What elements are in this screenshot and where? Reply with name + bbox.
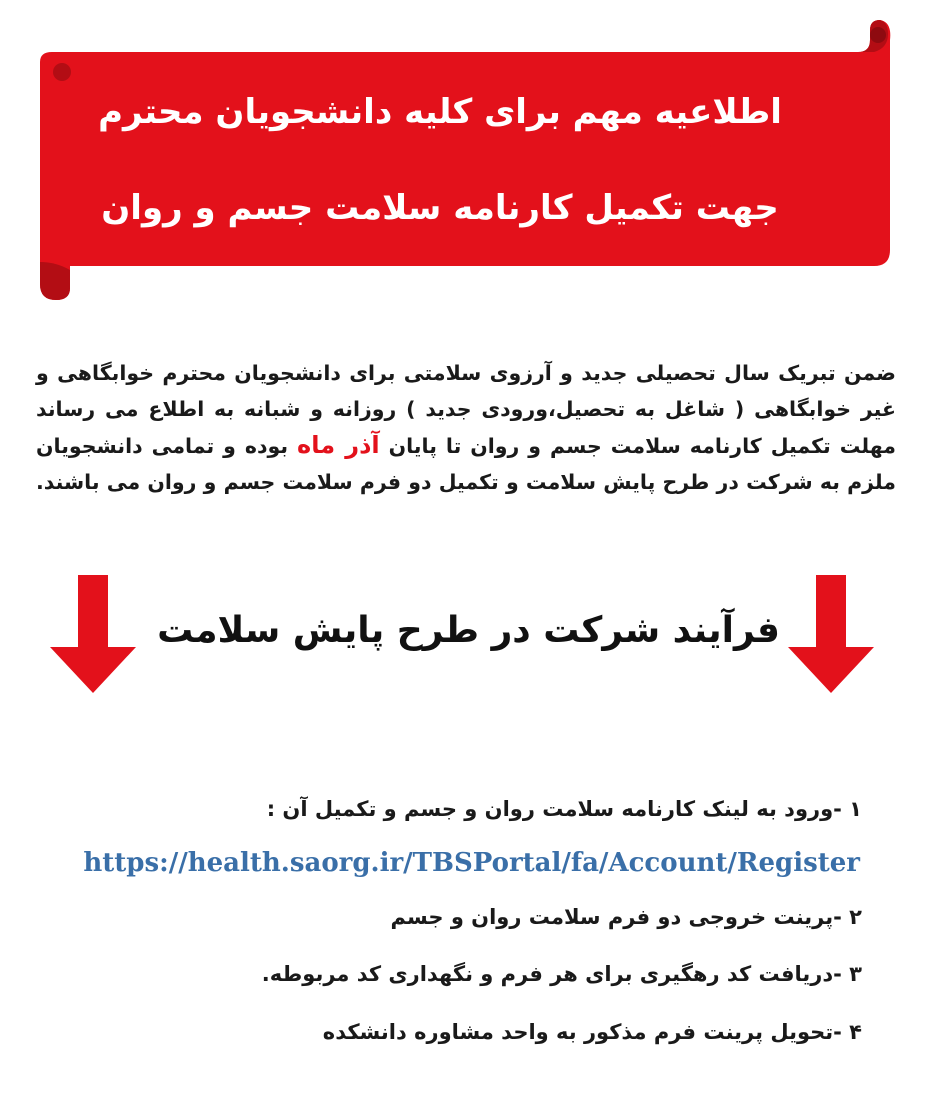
intro-line-1: ضمن تبریک سال تحصیلی جدید و آرزوی سلامتی برای دانشجویان محترم خوابگاهی و [36,361,896,385]
intro-line-4: ملزم به شرکت در طرح پایش سلامت و تکمیل دو فرم سلامت جسم و روان می باشند. [36,470,896,494]
intro-line-3-after: بوده و تمامی دانشجویان [36,434,289,458]
down-arrow-icon [50,575,136,693]
step-4-text: ۴ -تحویل پرینت فرم مذکور به واحد مشاوره دانشکده [322,1020,862,1044]
intro-line-3 [36,427,896,464]
intro-paragraph [36,355,896,500]
deadline-highlight: آذر ماه [297,431,380,459]
down-arrow-icon [788,575,874,693]
banner-scroll-background [0,0,932,310]
step-1-text: ۱ -ورود به لینک کارنامه سلامت روان و جسم و تکمیل آن : [266,797,862,821]
intro-line-2: غیر خوابگاهی ( شاغل به تحصیل،ورودی جدید ) روزانه و شبانه به اطلاع می رساند [36,397,896,421]
step-2-text: ۲ -پرینت خروجی دو فرم سلامت روان و جسم [390,905,862,929]
banner-title-line-2: جهت تکمیل کارنامه سلامت جسم و روان [101,188,779,228]
registration-link[interactable]: https://health.saorg.ir/TBSPortal/fa/Account/Register [83,848,860,878]
banner-title-line-1: اطلاعیه مهم برای کلیه دانشجویان محترم [98,92,782,132]
intro-line-3-before: مهلت تکمیل کارنامه سلامت جسم و روان تا پایان [388,434,896,458]
step-3-text: ۳ -دریافت کد رهگیری برای هر فرم و نگهداری کد مربوطه. [261,962,862,986]
process-heading: فرآیند شرکت در طرح پایش سلامت [157,610,780,651]
